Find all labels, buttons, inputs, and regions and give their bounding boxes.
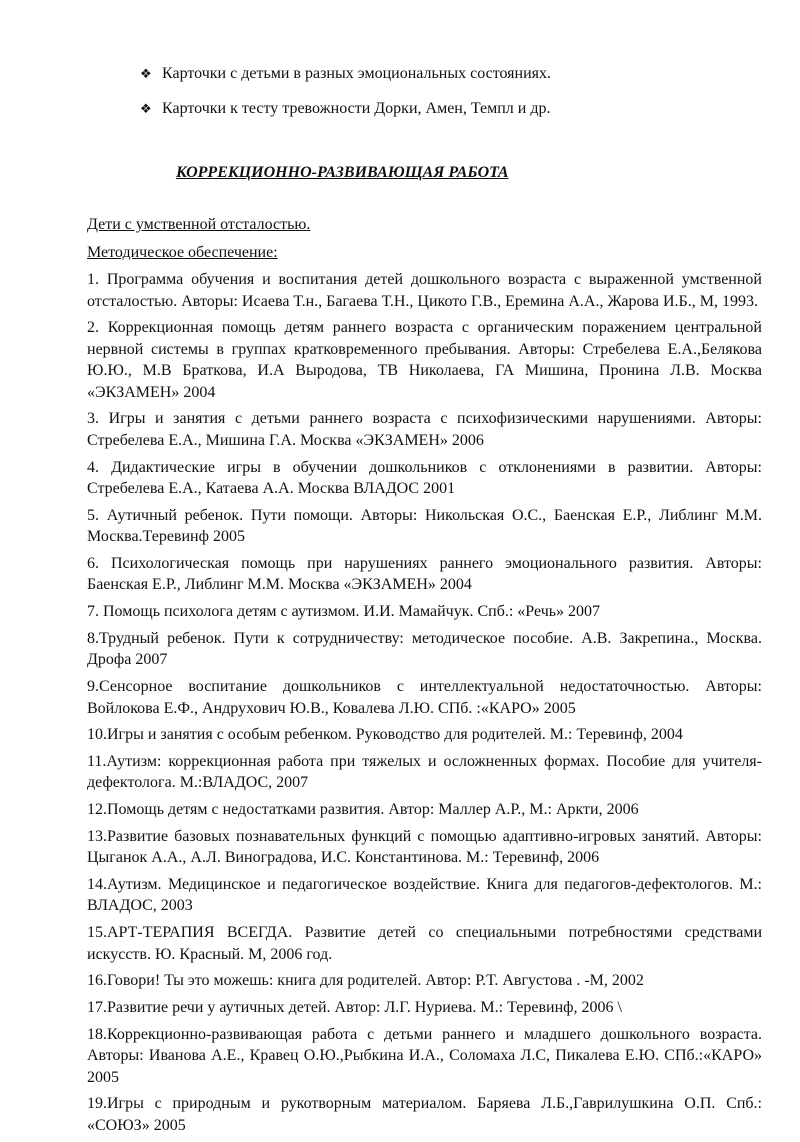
reference-item: 15.АРТ-ТЕРАПИЯ ВСЕГДА. Развитие детей со специальными потребностями средствами искусств. Ю. Красный. М, 2006 год.: [87, 924, 762, 963]
reference-item: 11.Аутизм: коррекционная работа при тяжелых и осложненных формах. Пособие для учителя-дефектолога. М.:ВЛАДОС, 2007: [87, 752, 762, 792]
reference-item: 9.Сенсорное воспитание дошкольников с интеллектуальной недостаточностью. Авторы: Войлокова Е.Ф., Андрухович Ю.В., Ковалева Л.Ю. СПб. :«КАРО» 2005: [87, 678, 762, 717]
reference-item: 8.Трудный ребенок. Пути к сотрудничеству: методическое пособие. А.В. Закрепина., Москва. Дрофа 2007: [87, 629, 762, 669]
diamond-bullet-icon: ❖: [140, 101, 152, 117]
reference-item: 7. Помощь психолога детям с аутизмом. И.И. Мамайчук. Спб.: «Речь» 2007: [87, 603, 601, 621]
section-heading: КОРРЕКЦИОННО-РАЗВИВАЮЩАЯ РАБОТА: [176, 164, 509, 181]
reference-item: 5. Аутичный ребенок. Пути помощи. Авторы: Никольская О.С., Баенская Е.Р., Либлинг М.М. Москва.Теревинф 2005: [87, 506, 762, 546]
reference-list: [87, 269, 762, 1136]
reference-item: 10.Игры и занятия с особым ребенком. Руководство для родителей. М.: Теревинф, 2004: [87, 726, 683, 744]
reference-item: 1. Программа обучения и воспитания детей дошкольного возраста с выраженной умственной отсталостью. Авторы: Исаева Т.н., Багаева Т.Н., Цикото Г.В., Еремина А.А., Жарова И.Б., М, 1993.: [87, 271, 762, 310]
reference-item: 4. Дидактические игры в обучении дошкольников с отклонениями в развитии. Авторы: Стребелева Е.А., Катаева А.А. Москва ВЛАДОС 2001: [87, 458, 762, 498]
reference-item: 3. Игры и занятия с детьми раннего возраста с психофизическими нарушениями. Авторы: Стребелева Е.А., Мишина Г.А. Москва «ЭКЗАМЕН» 2006: [87, 410, 762, 449]
section-title: Дети с умственной отсталостью.: [87, 216, 311, 233]
bullet-text: Карточки к тесту тревожности Дорки, Амен, Темпл и др.: [162, 99, 551, 117]
reference-item: 13.Развитие базовых познавательных функций с помощью адаптивно-игровых занятий. Авторы: Цыганок А.А., А.Л. Виноградова, И.С. Константинова. М.: Теревинф, 2006: [87, 827, 762, 867]
main-content: [87, 214, 762, 1142]
reference-item: 16.Говори! Ты это можешь: книга для родителей. Автор: Р.Т. Августова . -М, 2002: [87, 972, 644, 990]
reference-item: 17.Развитие речи у аутичных детей. Автор: Л.Г. Нуриева. М.: Теревинф, 2006 \: [87, 999, 622, 1016]
reference-item: 19.Игры с природным и рукотворным материалом. Баряева Л.Б.,Гаврилушкина О.П. Спб.: «СОЮЗ» 2005: [87, 1095, 762, 1134]
bullet-text: Карточки с детьми в разных эмоциональных состояниях.: [162, 65, 552, 82]
bullet-item: [140, 63, 760, 86]
bullet-list: [140, 63, 760, 132]
reference-item: 14.Аутизм. Медицинское и педагогическое воздействие. Книга для педагогов-дефектологов. М.: ВЛАДОС, 2003: [87, 875, 762, 915]
subsection-title: Методическое обеспечение:: [87, 243, 278, 261]
reference-item: 6. Психологическая помощь при нарушениях раннего эмоционального развития. Авторы: Баенская Е.Р., Либлинг М.М. Москва «ЭКЗАМЕН» 2004: [87, 554, 762, 594]
reference-item: 2. Коррекционная помощь детям раннего возраста с органическим поражением центральной нервной системы в группах кратковременного пребывания. Авторы: Стребелева Е.А.,Белякова Ю.Ю., М.В Браткова, И.А Выродова, ТВ Николаева, ГА Мишина, Пронина Л.В. Москва «ЭКЗАМЕН» 2004: [87, 319, 762, 401]
reference-item: 18.Коррекционно-развивающая работа с детьми раннего и младшего дошкольного возраста. Авторы: Иванова А.Е., Кравец О.Ю.,Рыбкина И.А., Соломаха Л.С, Пикалева Е.Ю. СПб.:«КАРО» 2005: [87, 1025, 762, 1086]
diamond-bullet-icon: ❖: [140, 67, 152, 82]
bullet-item: [140, 98, 760, 121]
reference-item: 12.Помощь детям с недостатками развития. Автор: Маллер А.Р., М.: Аркти, 2006: [87, 801, 639, 819]
